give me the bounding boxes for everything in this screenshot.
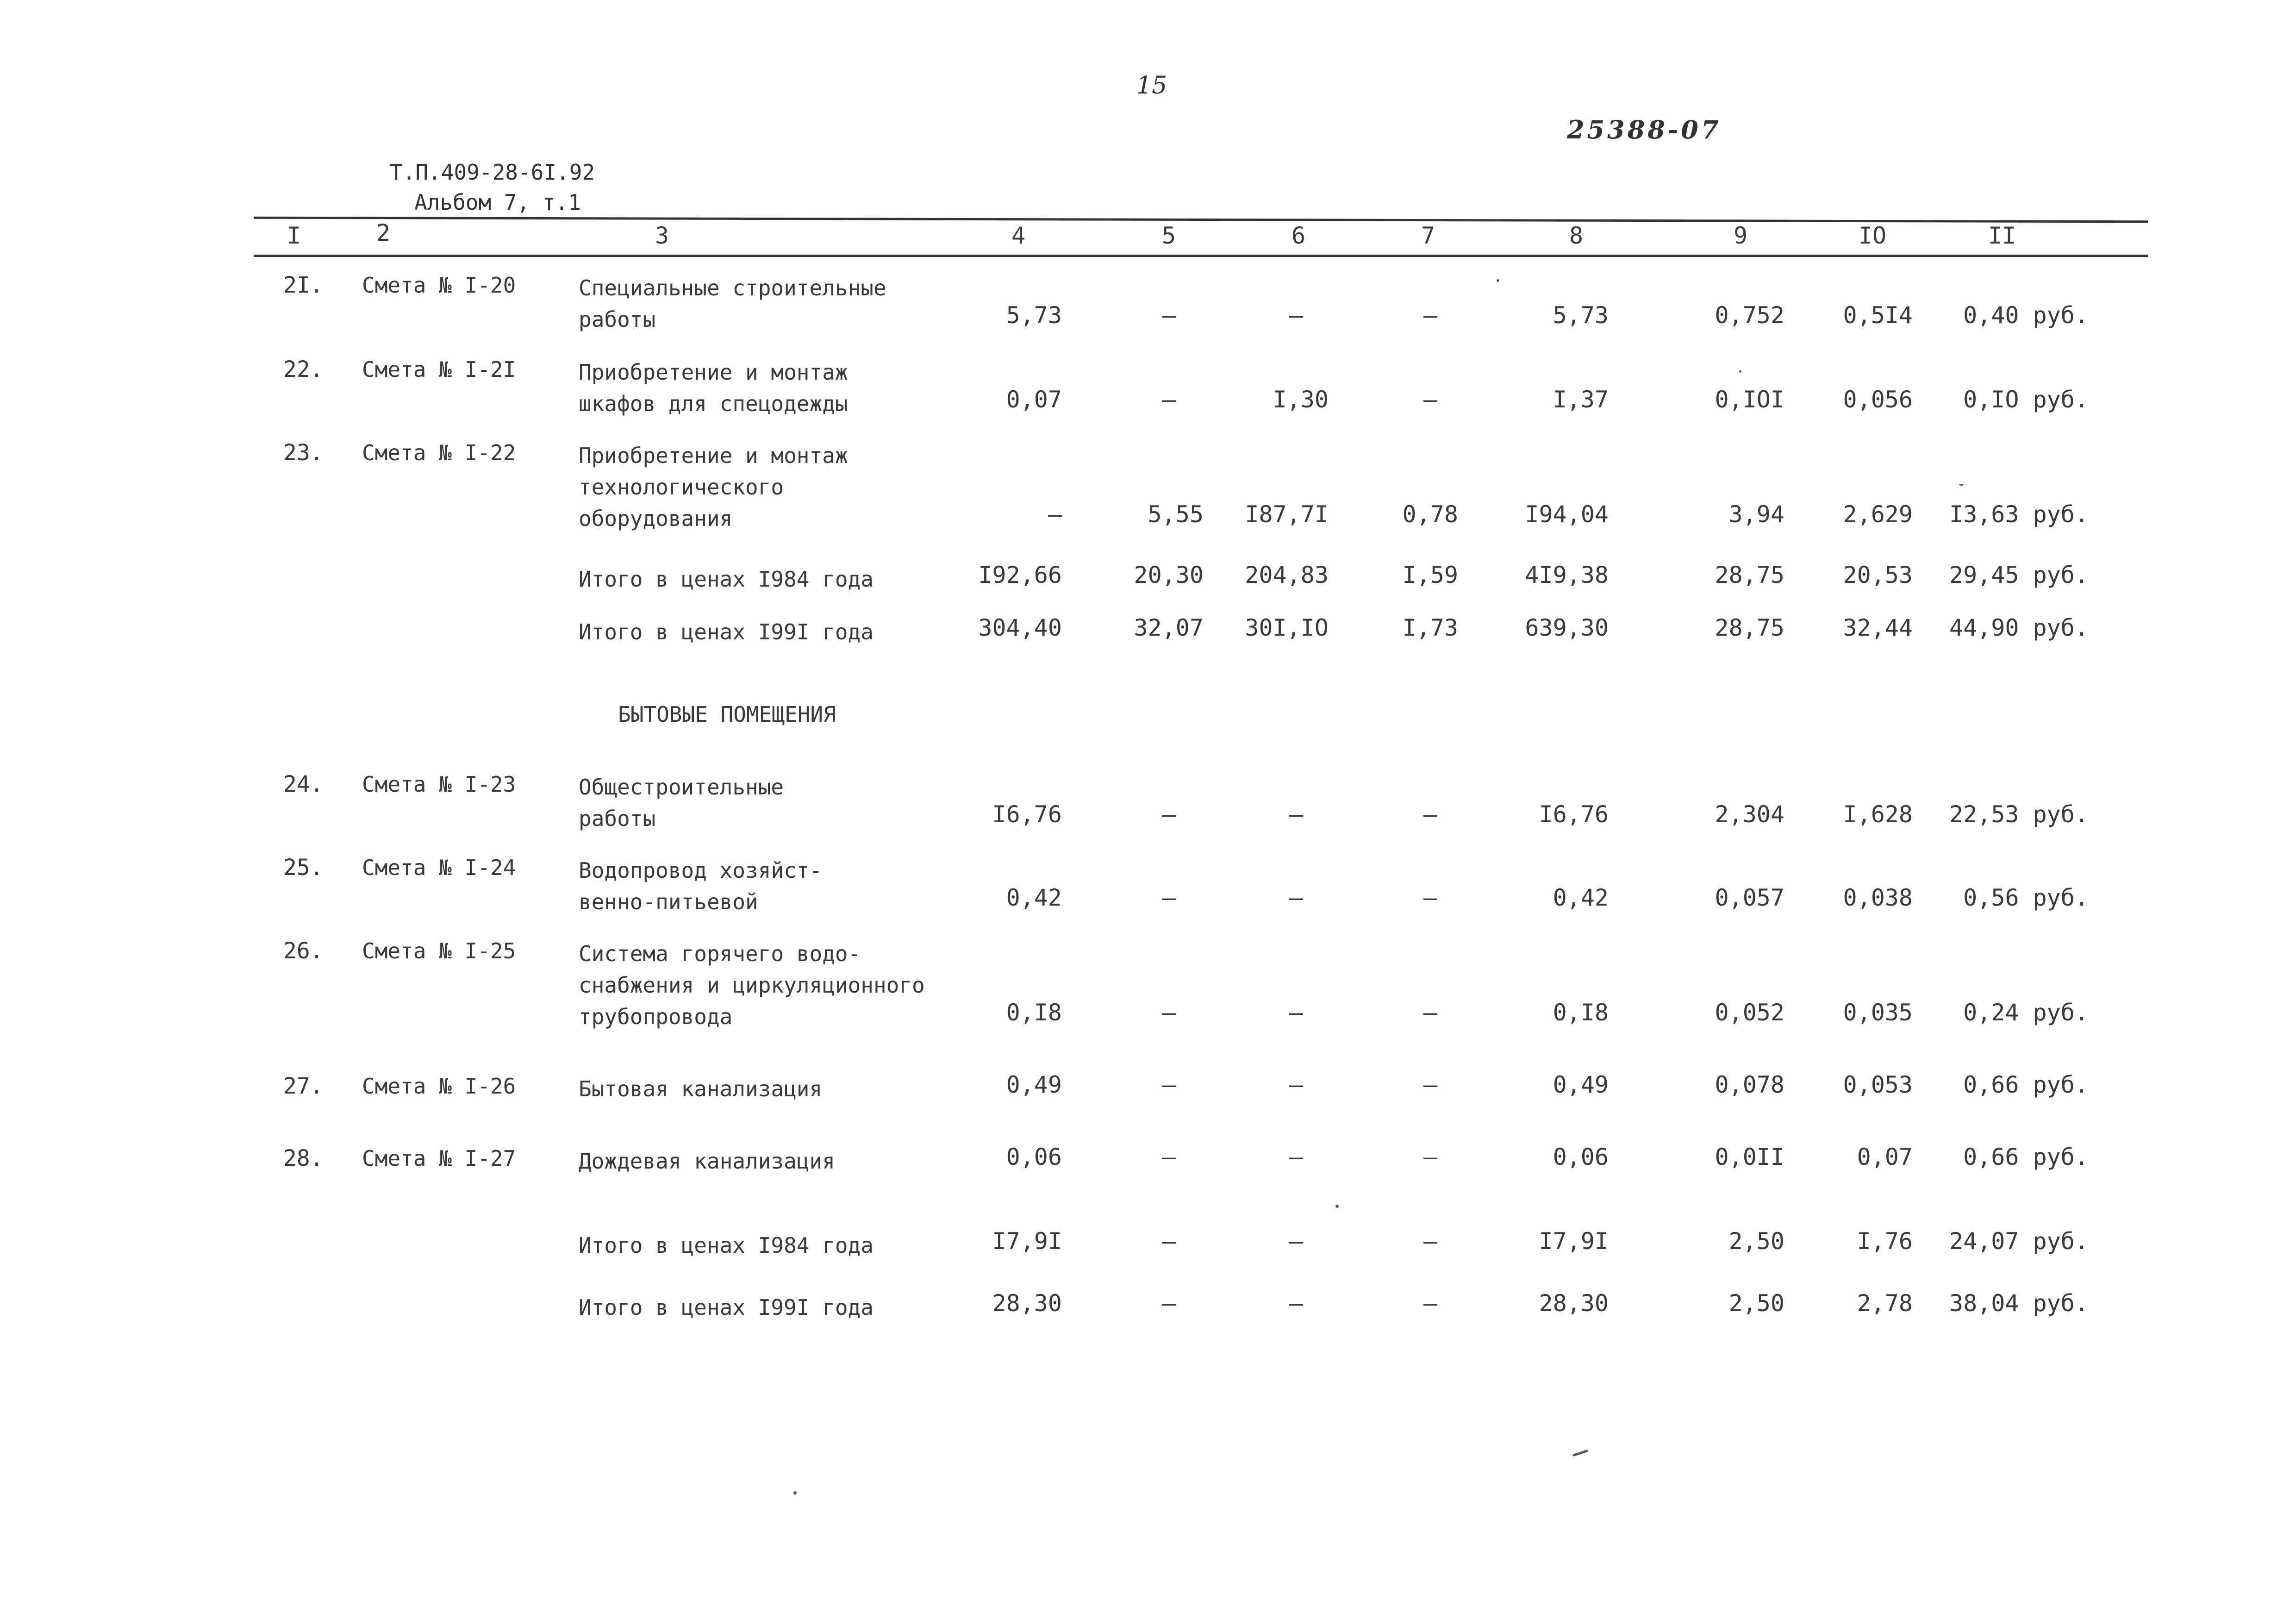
cell-col4: 0,06 [1006,1144,1062,1170]
document-number: 25388-07 [1567,115,1722,144]
cell-col8: 4I9,38 [1525,562,1609,588]
description-line: Общестроительные [579,775,784,800]
cell-col4: 304,40 [978,614,1062,641]
description-line: Водопровод хозяйст- [579,858,823,883]
cell-col5: – [1161,302,1176,329]
scan-speck [1497,279,1499,282]
column-header-8: 8 [1569,222,1584,249]
column-header-7: 7 [1421,222,1435,249]
cell-col11: 44,90 руб. [1949,614,2089,641]
description-line: Приобретение и монтаж [579,360,848,385]
column-header-5: 5 [1161,222,1176,249]
cell-col9: 2,50 [1728,1290,1784,1317]
cell-col9: 28,75 [1715,614,1784,641]
cell-col11: 24,07 руб. [1949,1228,2089,1255]
cell-col8: 0,49 [1553,1071,1609,1098]
cell-col5: – [1161,801,1176,828]
cell-col10: 2,78 [1857,1290,1913,1317]
cell-col9: 2,50 [1728,1228,1784,1255]
estimate-reference: Смета № I-26 [362,1074,516,1099]
cell-col8: I6,76 [1539,801,1609,828]
cell-col6: – [1289,999,1304,1026]
cell-col4: – [1048,501,1062,528]
cell-col11: 0,66 руб. [1963,1071,2089,1098]
row-number: 27. [283,1073,324,1099]
cell-col8: 0,06 [1553,1144,1609,1170]
cell-col8: I94,04 [1525,501,1609,528]
cell-col10: 2,629 [1843,501,1913,528]
scan-speck [1572,1450,1588,1457]
cell-col9: 0,057 [1715,884,1784,911]
cell-col8: 5,73 [1553,302,1609,329]
cell-col6: – [1289,1228,1304,1255]
cell-col6: I,30 [1273,386,1329,413]
cell-col6: – [1289,1144,1304,1170]
cell-col4: I6,76 [992,801,1062,828]
cell-col5: 32,07 [1134,614,1204,641]
row-number: 23. [283,440,324,466]
description-line: Итого в ценах I984 года [579,1233,873,1258]
scan-speck [1739,370,1741,373]
cell-col4: 28,30 [992,1290,1062,1317]
description-line: Итого в ценах I984 года [579,567,873,592]
description-line: Бытовая канализация [579,1076,823,1101]
column-header-9: 9 [1733,222,1748,249]
album-reference: Альбом 7, т.1 [414,190,581,215]
cell-col6: 204,83 [1245,562,1329,588]
cell-col10: 32,44 [1843,614,1913,641]
cell-col7: – [1423,999,1438,1026]
cell-col9: 2,304 [1715,801,1784,828]
cell-col5: 20,30 [1134,562,1204,588]
cell-col11: 0,66 руб. [1963,1144,2089,1170]
cell-col10: 0,053 [1843,1071,1913,1098]
cell-col8: I7,9I [1539,1228,1609,1255]
cell-col6: – [1289,884,1304,911]
cell-col5: 5,55 [1148,501,1204,528]
description-line: снабжения и циркуляционного [579,973,925,998]
description-line: шкафов для спецодежды [579,391,848,416]
estimate-reference: Смета № I-24 [362,855,516,880]
cell-col8: 0,I8 [1553,999,1609,1026]
cell-col5: – [1161,1228,1176,1255]
description-line: Приобретение и монтаж [579,443,848,468]
cell-col7: – [1423,1290,1438,1317]
page-number: 15 [1136,72,1167,100]
cell-col10: I,628 [1843,801,1913,828]
cell-col8: 639,30 [1525,614,1609,641]
scan-speck [793,1491,797,1494]
cell-col5: – [1161,999,1176,1026]
cell-col7: I,73 [1402,614,1458,641]
cell-col5: – [1161,884,1176,911]
cell-col11: 0,56 руб. [1963,884,2089,911]
column-header-2: 2 [376,219,391,246]
cell-col9: 0,752 [1715,302,1784,329]
cell-col4: 0,42 [1006,884,1062,911]
estimate-reference: Смета № I-25 [362,938,516,963]
estimate-reference: Смета № I-27 [362,1146,516,1171]
cell-col6: – [1289,1290,1304,1317]
cell-col6: I87,7I [1245,501,1329,528]
row-number: 24. [283,771,324,797]
column-header-10: IO [1858,222,1887,249]
cell-col7: – [1423,1144,1438,1170]
cell-col10: 0,056 [1843,386,1913,413]
cell-col7: 0,78 [1402,501,1458,528]
estimate-reference: Смета № I-2I [362,357,516,382]
cell-col9: 28,75 [1715,562,1784,588]
cell-col10: 20,53 [1843,562,1913,588]
cell-col7: – [1423,1228,1438,1255]
cell-col6: – [1289,302,1304,329]
cell-col11: 0,IO руб. [1963,386,2089,413]
row-number: 28. [283,1145,324,1171]
description-line: Итого в ценах I99I года [579,619,873,644]
table-header-bottom-rule [254,255,2148,257]
description-line: трубопровода [579,1004,733,1029]
estimate-reference: Смета № I-23 [362,772,516,797]
column-header-1: I [287,222,301,249]
cell-col8: 0,42 [1553,884,1609,911]
cell-col4: 0,07 [1006,386,1062,413]
cell-col4: I7,9I [992,1228,1062,1255]
cell-col10: 0,035 [1843,999,1913,1026]
cell-col10: 0,038 [1843,884,1913,911]
column-header-11: II [1988,222,2016,249]
section-title: БЫТОВЫЕ ПОМЕЩЕНИЯ [618,702,836,727]
cell-col5: – [1161,1071,1176,1098]
cell-col11: 29,45 руб. [1949,562,2089,588]
cell-col11: 0,24 руб. [1963,999,2089,1026]
column-header-6: 6 [1291,222,1306,249]
description-line: технологического [579,475,784,500]
estimate-reference: Смета № I-22 [362,440,516,465]
description-line: Итого в ценах I99I года [579,1295,873,1320]
cell-col10: I,76 [1857,1228,1913,1255]
cell-col9: 0,052 [1715,999,1784,1026]
cell-col9: 0,078 [1715,1071,1784,1098]
cell-col11: I3,63 руб. [1949,501,2089,528]
cell-col4: 0,49 [1006,1071,1062,1098]
row-number: 22. [283,356,324,382]
cell-col9: 0,0II [1715,1144,1784,1170]
cell-col7: – [1423,1071,1438,1098]
row-number: 26. [283,938,324,964]
cell-col11: 38,04 руб. [1949,1290,2089,1317]
description-line: работы [579,806,656,831]
cell-col11: 22,53 руб. [1949,801,2089,828]
cell-col4: I92,66 [978,562,1062,588]
scan-speck [1959,484,1964,486]
scan-speck [1335,1205,1339,1208]
row-number: 2I. [283,272,324,298]
cell-col6: – [1289,1071,1304,1098]
cell-col8: 28,30 [1539,1290,1609,1317]
cell-col7: – [1423,884,1438,911]
cell-col9: 0,IOI [1715,386,1784,413]
document-reference: Т.П.409-28-6I.92 [390,160,595,185]
cell-col7: – [1423,801,1438,828]
cell-col6: – [1289,801,1304,828]
cell-col10: 0,07 [1857,1144,1913,1170]
cell-col10: 0,5I4 [1843,302,1913,329]
row-number: 25. [283,855,324,881]
column-header-3: 3 [655,222,669,249]
description-line: Дождевая канализация [579,1149,835,1174]
cell-col8: I,37 [1553,386,1609,413]
cell-col5: – [1161,386,1176,413]
description-line: оборудования [579,506,733,531]
description-line: Система горячего водо- [579,941,861,966]
cell-col7: – [1423,302,1438,329]
cell-col5: – [1161,1144,1176,1170]
cell-col5: – [1161,1290,1176,1317]
cell-col4: 5,73 [1006,302,1062,329]
cell-col6: 30I,IO [1245,614,1329,641]
description-line: работы [579,307,656,332]
description-line: Специальные строительные [579,275,886,300]
cell-col7: – [1423,386,1438,413]
estimate-reference: Смета № I-20 [362,273,516,298]
description-line: венно-питьевой [579,889,758,914]
cell-col9: 3,94 [1728,501,1784,528]
cell-col7: I,59 [1402,562,1458,588]
cell-col11: 0,40 руб. [1963,302,2089,329]
column-header-4: 4 [1011,222,1026,249]
cell-col4: 0,I8 [1006,999,1062,1026]
